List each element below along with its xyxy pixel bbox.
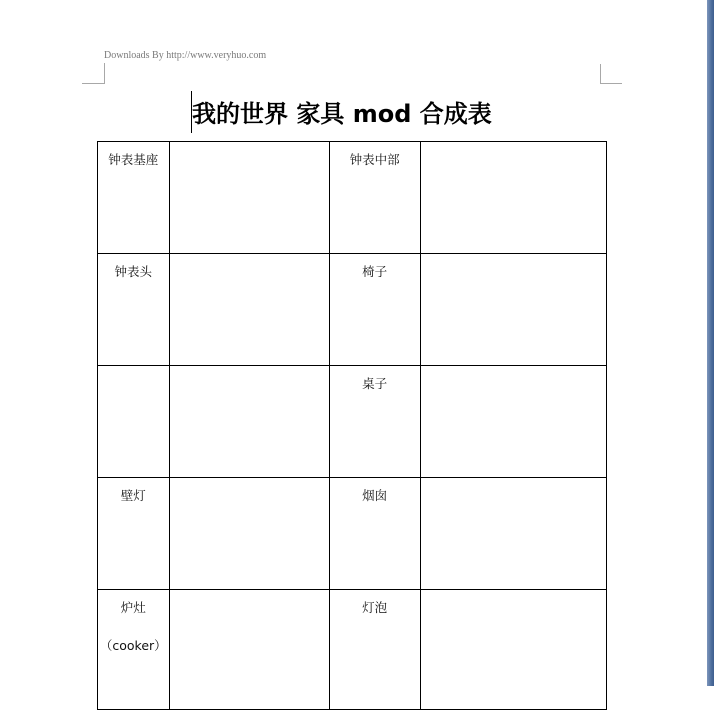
- table-row: [98, 254, 607, 366]
- table-cell-recipe[interactable]: [420, 478, 607, 590]
- table-cell-label[interactable]: [329, 254, 420, 366]
- table-cell-recipe[interactable]: [420, 142, 607, 254]
- table-row: [98, 590, 607, 710]
- item-label: 椅子: [362, 264, 388, 279]
- item-label: 钟表基座: [108, 152, 159, 167]
- crop-mark-right: [600, 64, 601, 84]
- table-row: [98, 142, 607, 254]
- item-label: 灯泡: [362, 600, 388, 615]
- table-cell-recipe[interactable]: [169, 478, 329, 590]
- table-cell-recipe[interactable]: [420, 366, 607, 478]
- table-cell-label[interactable]: [329, 142, 420, 254]
- table-cell-recipe[interactable]: [169, 366, 329, 478]
- table-cell-recipe[interactable]: [169, 254, 329, 366]
- table-cell-label[interactable]: [98, 590, 170, 710]
- crop-mark-left: [104, 63, 105, 84]
- recipe-table: [97, 141, 607, 710]
- table-cell-recipe[interactable]: [169, 142, 329, 254]
- table-cell-label[interactable]: [98, 142, 170, 254]
- page-header: Downloads By http://www.veryhuo.com: [104, 50, 267, 61]
- table-cell-label[interactable]: [98, 478, 170, 590]
- table-cell-label[interactable]: [329, 590, 420, 710]
- item-label: 烟囱: [362, 488, 388, 503]
- table-cell-recipe[interactable]: [169, 590, 329, 710]
- table-cell-label[interactable]: [98, 366, 170, 478]
- crop-mark-right: [600, 83, 622, 84]
- table-row: [98, 366, 607, 478]
- item-label: 壁灯: [120, 488, 146, 503]
- table-cell-recipe[interactable]: [420, 254, 607, 366]
- table-cell-recipe[interactable]: [420, 590, 607, 710]
- crop-mark-left: [82, 83, 104, 84]
- item-sublabel: （cooker）: [99, 638, 167, 653]
- table-row: [98, 478, 607, 590]
- table-cell-label[interactable]: [329, 478, 420, 590]
- item-label: 炉灶: [120, 600, 146, 615]
- table-cell-label[interactable]: [98, 254, 170, 366]
- item-label: 桌子: [362, 376, 388, 391]
- window-side-border: [707, 0, 714, 686]
- item-label: 钟表中部: [349, 152, 400, 167]
- table-cell-label[interactable]: [329, 366, 420, 478]
- item-label: 钟表头: [114, 264, 153, 279]
- document-title[interactable]: 我的世界 家具 mod 合成表: [192, 100, 492, 128]
